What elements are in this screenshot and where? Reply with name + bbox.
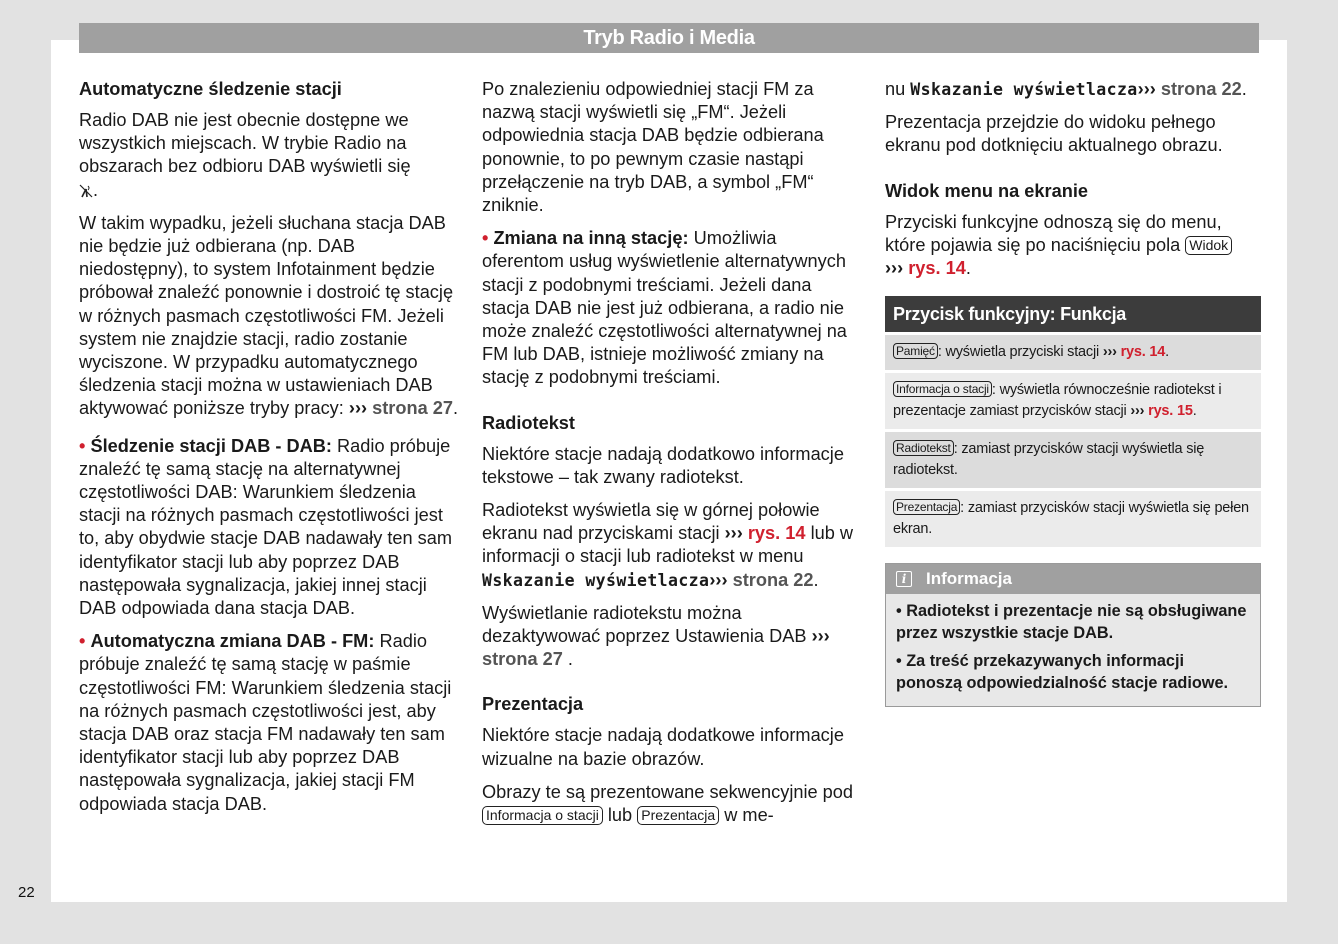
- link-arrows-icon: ›››: [885, 258, 904, 279]
- info-box-title: Informacja: [926, 569, 1012, 589]
- page-ref-link[interactable]: strona 22: [732, 569, 814, 590]
- bullet-icon: •: [482, 228, 489, 249]
- heading-auto-tracking: Automatyczne śledzenie stacji: [79, 79, 342, 99]
- menu-name: Wskazanie wyświetlacza: [910, 80, 1138, 99]
- page-ref-link[interactable]: strona 27: [482, 649, 563, 670]
- bullet-icon: •: [79, 631, 86, 652]
- key-presentation: Prezentacja: [637, 806, 719, 825]
- link-arrows-icon: ›››: [1137, 79, 1156, 99]
- figure-ref-link[interactable]: rys. 14: [1120, 344, 1166, 361]
- paragraph-radiotekst-1: Niektóre stacje nadają dodatkowo informacje tekstowe – tak zwany radiotekst.: [482, 443, 844, 487]
- function-table-row: Informacja o stacji : wyświetla równocześnie radiotekst i prezentacje zamiast przycisków stacji ››› rys. 15.: [885, 373, 1261, 429]
- link-arrows-icon: ›››: [811, 626, 830, 647]
- paragraph-fullscreen: Prezentacja przejdzie do widoku pełnego ekranu pod dotknięciu aktualnego obrazu.: [885, 112, 1223, 156]
- function-table-row: Radiotekst : zamiast przycisków stacji wyświetla się radiotekst.: [885, 432, 1261, 488]
- bullet-change-station: • Zmiana na inną stację: Umożliwia oferentom usług wyświetlenie alternatywnych stacji z podobnymi treściami. Jeżeli dana stacja DAB nie jest już odbierana, a radio nie może znaleźć częstotliwości alternatywnej na FM lub DAB, istnieje możliwość zmiany na stację z podobnymi treściami.: [482, 228, 847, 388]
- function-table-header: Przycisk funkcyjny: Funkcja: [885, 296, 1261, 332]
- page-ref-link[interactable]: strona 22: [1160, 79, 1242, 99]
- figure-ref-link[interactable]: rys. 14: [908, 258, 966, 279]
- paragraph-prezentacja-2: Obrazy te są prezentowane sekwencyjnie pod Informacja o stacji lub Prezentacja w me-: [482, 781, 854, 826]
- info-box-header: [886, 564, 1260, 594]
- column-1: [79, 78, 459, 826]
- link-arrows-icon: ›››: [1130, 403, 1145, 420]
- key-station-info: Informacja o stacji: [482, 806, 603, 825]
- bullet-dab-fm: • Automatyczna zmiana DAB - FM: Radio próbuje znaleźć tę samą stację w paśmie częstotliwości FM: Warunkiem śledzenia stacji na różnych pasmach częstotliwości jest, aby stacja DAB oraz stacja FM nadawały ten sam identyfikator stacji lub aby poprzez DAB następowała sygnalizacja, jakiej stacji FM odpowiada stacja DAB.: [79, 631, 452, 814]
- function-table-row: Prezentacja : zamiast przycisków stacji wyświetla się pełen ekran.: [885, 491, 1261, 547]
- info-box-body: [886, 594, 1260, 706]
- paragraph-prezentacja-1: Niektóre stacje nadają dodatkowe informacje wizualne na bazie obrazów.: [482, 725, 844, 769]
- heading-menu-view: Widok menu na ekranie: [885, 180, 1088, 201]
- page-number: 22: [18, 884, 35, 901]
- bullet-icon: •: [79, 435, 86, 456]
- paragraph-dab-availability: Radio DAB nie jest obecnie dostępne we wszystkich miejscach. W trybie Radio na obszarach bez odbioru DAB wyświetli się .: [79, 110, 411, 200]
- key-station-info: Informacja o stacji: [893, 381, 992, 397]
- figure-ref-link[interactable]: rys. 14: [747, 523, 806, 544]
- bullet-dab-dab: • Śledzenie stacji DAB - DAB: Radio próbuje znaleźć tę samą stację na alternatywnej częstotliwości DAB: Warunkiem śledzenia stacji na różnych pasmach częstotliwości jest to, aby obydwie stacje DAB nadawały ten sam identyfikator stacji lub aby poprzez DAB następowała sygnalizacja, jakiej innej stacji DAB odpowiada dana stacja DAB.: [79, 435, 453, 619]
- menu-name: Wskazanie wyświetlacza: [482, 570, 710, 590]
- link-arrows-icon: ›››: [724, 523, 743, 544]
- paragraph-radiotekst-2: Radiotekst wyświetla się w górnej połowie ekranu nad przyciskami stacji ››› rys. 14 lub w informacji o stacji lub radiotekst w menu Wskazanie wyświetlacza››› strona 22.: [482, 500, 854, 590]
- paragraph-function-buttons: Przyciski funkcyjne odnoszą się do menu, które pojawia się po naciśnięciu pola Widok ››› rys. 14.: [885, 211, 1261, 281]
- section-header: Tryb Radio i Media: [79, 23, 1259, 53]
- no-dab-antenna-icon: [79, 184, 93, 198]
- heading-radiotekst: Radiotekst: [482, 412, 575, 433]
- figure-ref-link[interactable]: rys. 15: [1148, 403, 1193, 420]
- info-icon: i: [896, 571, 912, 587]
- page-ref-link[interactable]: strona 27: [372, 398, 454, 419]
- info-box: [885, 563, 1261, 707]
- link-arrows-icon: ›››: [348, 398, 368, 419]
- heading-prezentacja: Prezentacja: [482, 694, 584, 715]
- key-presentation: Prezentacja: [893, 499, 960, 515]
- key-radiotext: Radiotekst: [893, 440, 954, 456]
- key-view: Widok: [1185, 236, 1232, 255]
- key-memory: Pamięć: [893, 343, 938, 359]
- function-table-row: Pamięć : wyświetla przyciski stacji ››› rys. 14.: [885, 335, 1261, 370]
- paragraph-menu-continued: nu Wskazanie wyświetlacza››› strona 22.: [885, 79, 1247, 99]
- paragraph-tracking-info: W takim wypadku, jeżeli słuchana stacja DAB nie będzie już odbierana (np. DAB niedostępny), to system Infotainment będzie próbował znaleźć ponownie i dostroić tę stację w różnych pasmach częstotliwości FM. Jeżeli system nie znajdzie stacji, radio zostanie wyciszone. W przypadku automatycznego śledzenia stacji można w ustawieniach DAB aktywować poniższe tryby pracy: ››› strona 27.: [79, 212, 459, 419]
- paragraph-radiotekst-3: Wyświetlanie radiotekstu można dezaktywować poprzez Ustawienia DAB ››› strona 27 .: [482, 602, 830, 670]
- info-item: • Radiotekst i prezentacje nie są obsługiwane przez wszystkie stacje DAB.: [896, 602, 1247, 643]
- paragraph-fm-found: Po znalezieniu odpowiedniej stacji FM za nazwą stacji wyświetli się „FM“. Jeżeli odpowiednia stacja DAB będzie odbierana ponownie, to po pewnym czasie nastąpi przełączenie na tryb DAB, a symbol „FM“ zniknie.: [482, 79, 824, 216]
- column-3: [885, 78, 1261, 707]
- info-item: • Za treść przekazywanych informacji ponoszą odpowiedzialność stacje radiowe.: [896, 652, 1229, 693]
- column-2: [482, 78, 862, 837]
- function-table: [885, 296, 1261, 547]
- link-arrows-icon: ›››: [709, 569, 728, 590]
- link-arrows-icon: ›››: [1102, 344, 1117, 361]
